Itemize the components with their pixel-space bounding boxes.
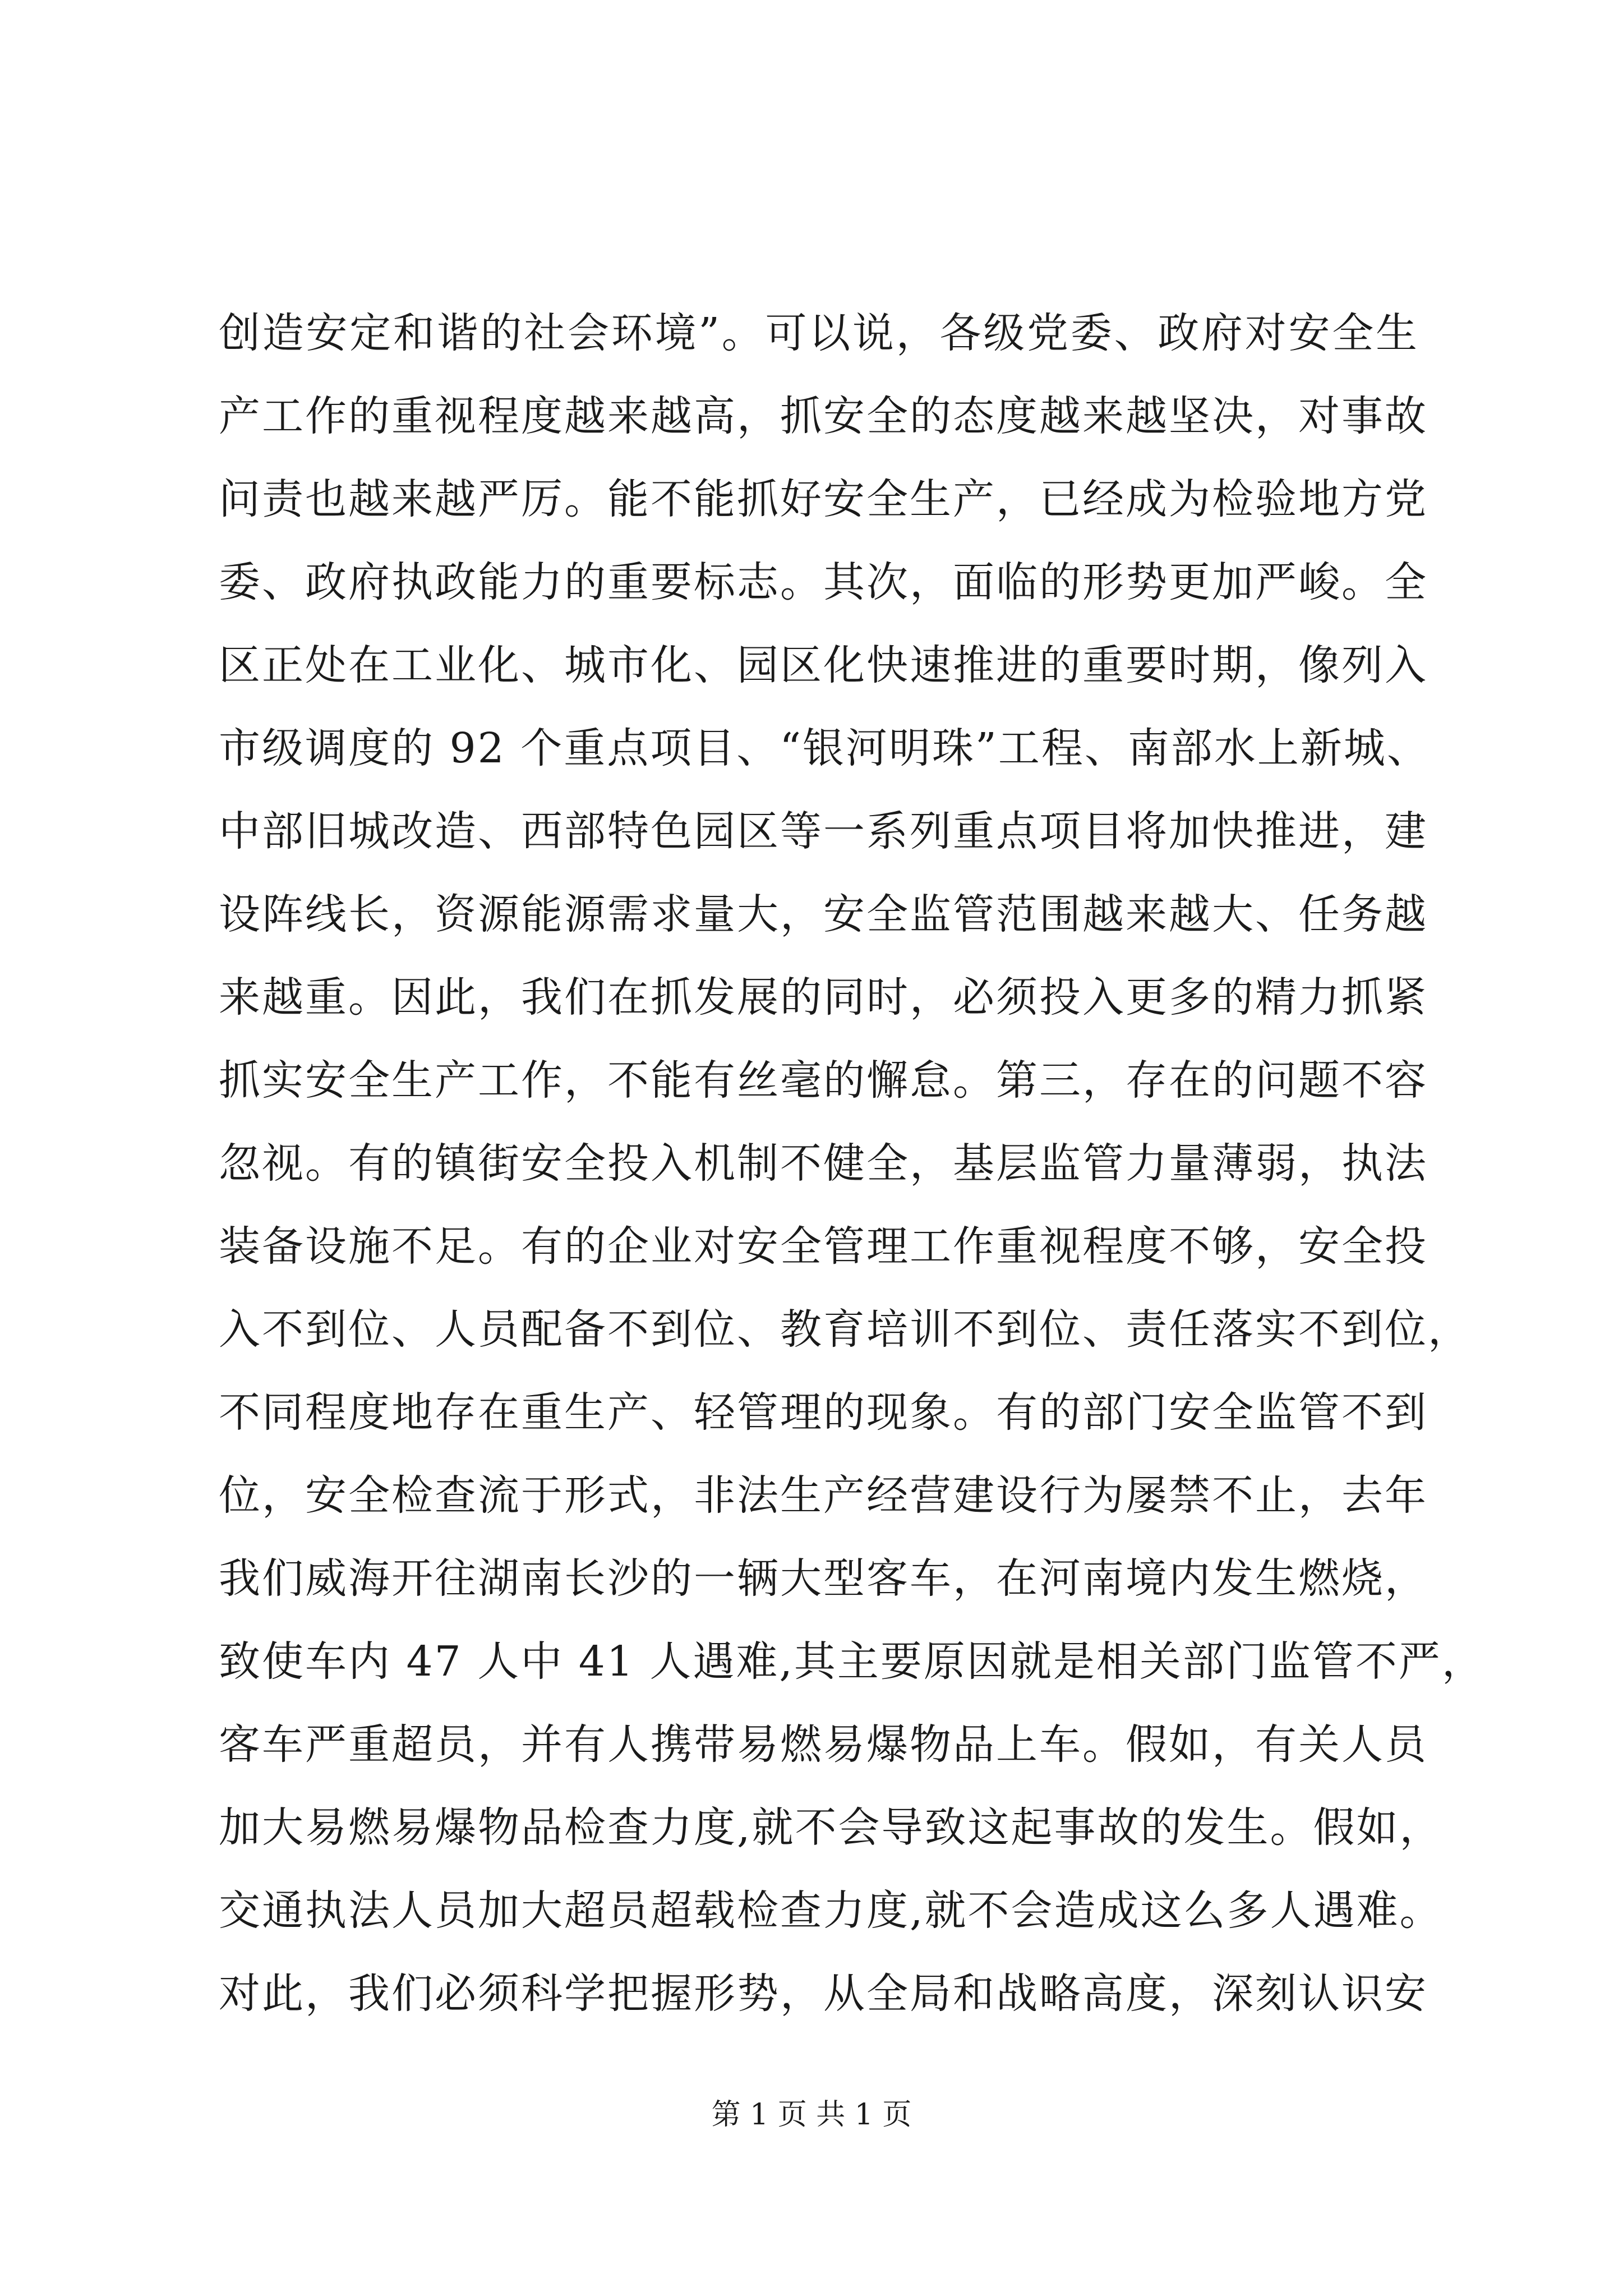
text-line: 中部旧城改造、西部特色园区等一系列重点项目将加快推进，建 [219, 807, 1428, 855]
text-line: 不同程度地存在重生产、轻管理的现象。有的部门安全监管不到 [219, 1388, 1428, 1437]
text-line: 问责也越来越严厉。能不能抓好安全生产，已经成为检验地方党 [219, 475, 1428, 523]
body-text [219, 292, 1485, 2035]
text-line: 市级调度的 92 个重点项目、“银河明珠”工程、南部水上新城、 [219, 724, 1430, 772]
text-line: 致使车内 47 人中 41 人遇难,其主要原因就是相关部门监管不严， [219, 1637, 1485, 1686]
text-line: 加大易燃易爆物品检查力度,就不会导致这起事故的发生。假如， [219, 1803, 1443, 1852]
text-line: 区正处在工业化、城市化、园区化快速推进的重要时期，像列入 [219, 641, 1428, 689]
text-line: 客车严重超员，并有人携带易燃易爆物品上车。假如，有关人员 [219, 1720, 1428, 1769]
text-line: 装备设施不足。有的企业对安全管理工作重视程度不够，安全投 [219, 1222, 1428, 1271]
text-line: 交通执法人员加大超员超载检查力度,就不会造成这么多人遇难。 [219, 1887, 1443, 1935]
text-line: 我们威海开往湖南长沙的一辆大型客车，在河南境内发生燃烧， [219, 1554, 1428, 1603]
text-line: 产工作的重视程度越来越高，抓安全的态度越来越坚决，对事故 [219, 392, 1428, 440]
text-line: 忽视。有的镇街安全投入机制不健全，基层监管力量薄弱，执法 [219, 1139, 1428, 1188]
text-line: 创造安定和谐的社会环境”。可以说，各级党委、政府对安全生 [219, 309, 1419, 357]
text-line: 委、政府执政能力的重要标志。其次，面临的形势更加严峻。全 [219, 558, 1428, 606]
page-footer [0, 2095, 1623, 2134]
text-line: 对此，我们必须科学把握形势，从全局和战略高度，深刻认识安 [219, 1970, 1428, 2018]
text-line: 位，安全检查流于形式，非法生产经营建设行为屡禁不止，去年 [219, 1471, 1428, 1520]
text-line: 入不到位、人员配备不到位、教育培训不到位、责任落实不到位， [219, 1305, 1471, 1354]
text-line: 来越重。因此，我们在抓发展的同时，必须投入更多的精力抓紧 [219, 973, 1428, 1022]
page-number-label: 第 1 页 共 1 页 [711, 2098, 912, 2132]
text-line: 设阵线长，资源能源需求量大，安全监管范围越来越大、任务越 [219, 890, 1428, 938]
text-line: 抓实安全生产工作，不能有丝毫的懈怠。第三，存在的问题不容 [219, 1056, 1428, 1105]
